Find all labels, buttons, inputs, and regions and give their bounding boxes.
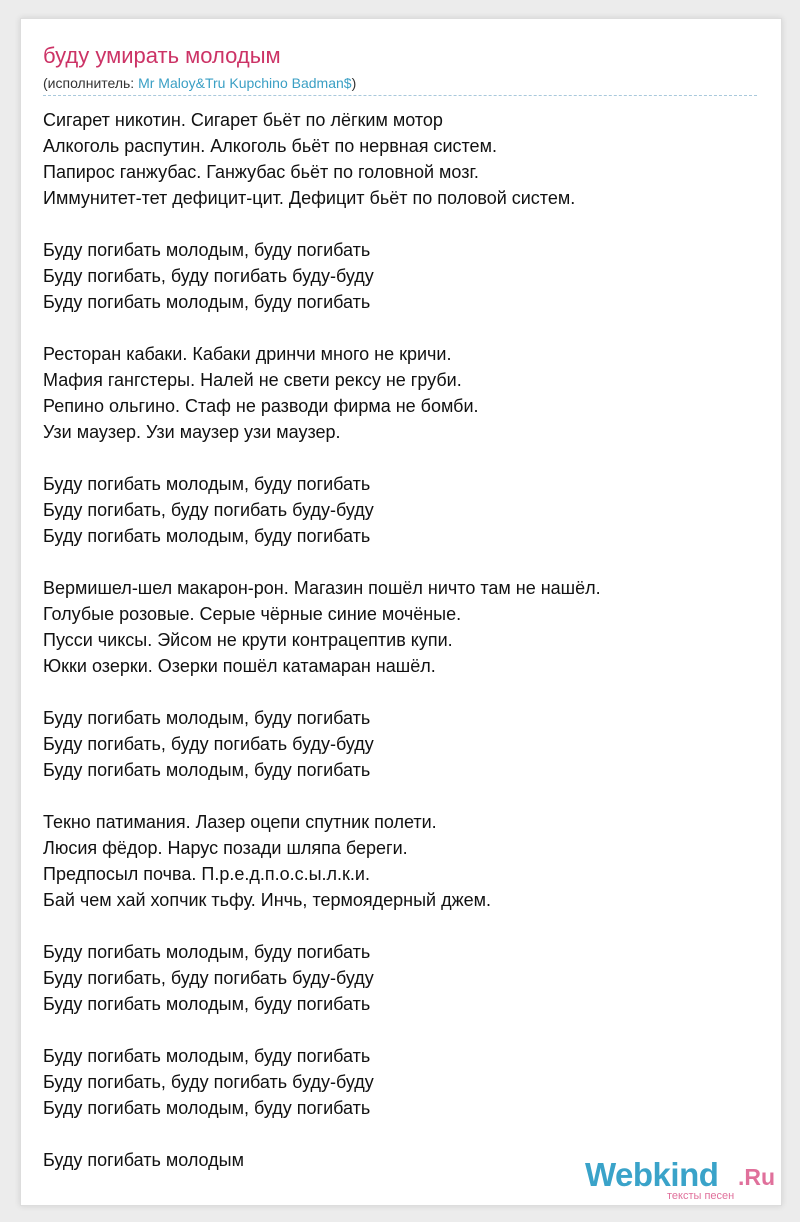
lyric-line: Буду погибать молодым, буду погибать — [43, 760, 371, 780]
title-divider — [43, 95, 757, 96]
lyric-line: Мафия гангстеры. Налей не свети рексу не груби. — [43, 370, 462, 390]
stanza-verse-1 — [43, 107, 757, 211]
lyric-line: Люсия фёдор. Нарус позади шляпа береги. — [43, 838, 408, 858]
lyric-line: Буду погибать, буду погибать буду-буду — [43, 500, 374, 520]
lyric-line: Алкоголь распутин. Алкоголь бьёт по нервная систем. — [43, 136, 497, 156]
lyric-line: Буду погибать молодым, буду погибать — [43, 942, 371, 962]
lyric-line: Сигарет никотин. Сигарет бьёт по лёгким мотор — [43, 110, 443, 130]
stanza-chorus-2 — [43, 471, 757, 549]
stanza-verse-4 — [43, 809, 757, 913]
logo-tagline: тексты песен — [667, 1190, 735, 1202]
webkind-logo[interactable] — [585, 1157, 775, 1203]
artist-prefix: (исполнитель: — [43, 75, 139, 91]
lyric-line: Репино ольгино. Стаф не разводи фирма не бомби. — [43, 396, 479, 416]
lyric-line: Буду погибать, буду погибать буду-буду — [43, 968, 374, 988]
lyrics-page — [20, 18, 782, 1206]
lyric-line: Буду погибать молодым, буду погибать — [43, 994, 371, 1014]
artist-suffix: ) — [351, 75, 357, 91]
lyric-line: Буду погибать, буду погибать буду-буду — [43, 266, 374, 286]
stanza-chorus-4 — [43, 939, 757, 1017]
lyric-line: Буду погибать молодым — [43, 1150, 244, 1170]
logo-wordmark: Webkind — [585, 1156, 719, 1193]
stanza-chorus-5 — [43, 1043, 757, 1121]
lyric-line: Иммунитет-тет дефицит-цит. Дефицит бьёт по половой систем. — [43, 188, 576, 208]
lyric-line: Юкки озерки. Озерки пошёл катамаран нашёл. — [43, 656, 436, 676]
lyric-line: Голубые розовые. Серые чёрные синие мочёные. — [43, 604, 462, 624]
lyric-line: Буду погибать молодым, буду погибать — [43, 1098, 371, 1118]
artist-line — [43, 74, 356, 92]
lyric-line: Буду погибать молодым, буду погибать — [43, 708, 371, 728]
lyric-line: Буду погибать молодым, буду погибать — [43, 474, 371, 494]
stanza-verse-2 — [43, 341, 757, 445]
logo-domain-suffix: .Ru — [738, 1164, 776, 1190]
lyric-line: Вермишел-шел макарон-рон. Магазин пошёл ничто там не нашёл. — [43, 578, 601, 598]
lyric-line: Буду погибать молодым, буду погибать — [43, 526, 371, 546]
lyric-line: Ресторан кабаки. Кабаки дринчи много не кричи. — [43, 344, 452, 364]
lyric-line: Бай чем хай хопчик тьфу. Инчь, термоядерный джем. — [43, 890, 492, 910]
lyric-line: Узи маузер. Узи маузер узи маузер. — [43, 422, 341, 442]
stanza-verse-3 — [43, 575, 757, 679]
lyric-line: Буду погибать, буду погибать буду-буду — [43, 734, 374, 754]
lyric-line: Буду погибать молодым, буду погибать — [43, 240, 371, 260]
stanza-chorus-3 — [43, 705, 757, 783]
stanza-chorus-1 — [43, 237, 757, 315]
lyric-line: Папирос ганжубас. Ганжубас бьёт по головной мозг. — [43, 162, 479, 182]
lyric-line: Предпосыл почва. П.р.е.д.п.о.с.ы.л.к.и. — [43, 864, 370, 884]
lyric-line: Пусси чиксы. Эйсом не крути контрацептив купи. — [43, 630, 453, 650]
lyric-line: Буду погибать молодым, буду погибать — [43, 292, 371, 312]
lyric-line: Буду погибать молодым, буду погибать — [43, 1046, 371, 1066]
lyric-line: Текно патимания. Лазер оцепи спутник полети. — [43, 812, 437, 832]
lyric-line: Буду погибать, буду погибать буду-буду — [43, 1072, 374, 1092]
artist-link[interactable]: Mr Maloy&Tru Kupchino Badman$ — [138, 75, 352, 91]
lyrics-body — [43, 107, 757, 1199]
song-title: буду умирать молодым — [43, 43, 281, 68]
